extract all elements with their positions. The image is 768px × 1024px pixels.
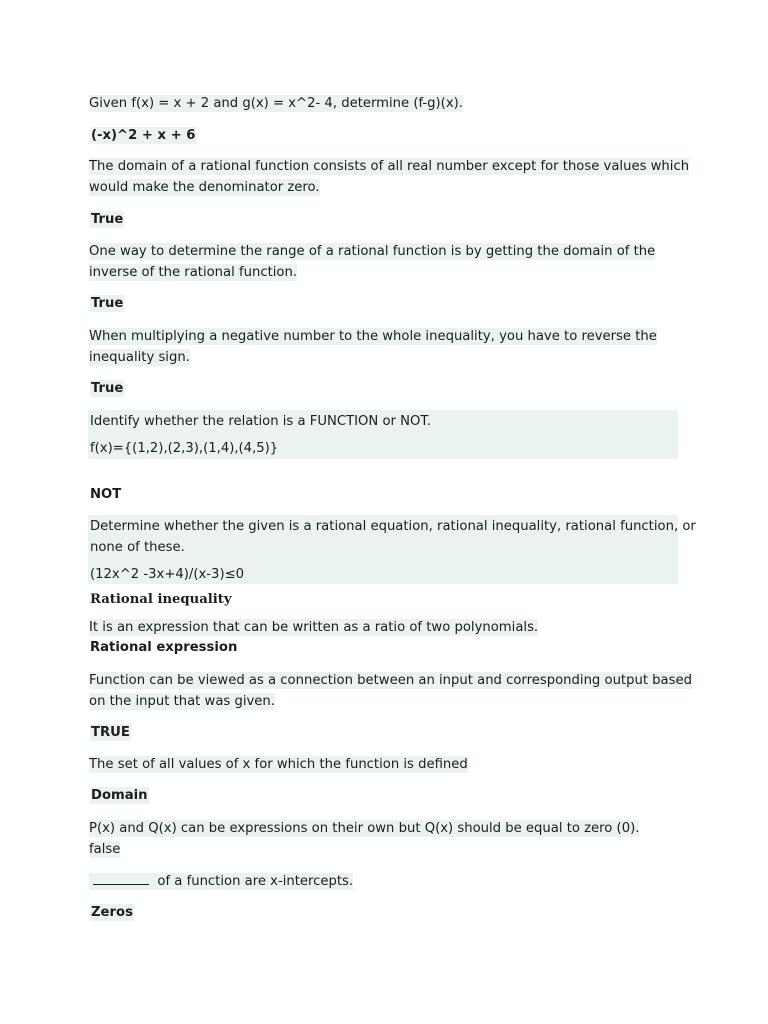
answer-2 — [90, 211, 124, 229]
answer-11-text: Zeros — [91, 905, 133, 920]
question-6-line-2: none of these. — [90, 540, 185, 555]
question-11 — [89, 871, 353, 892]
question-3-line-1: One way to determine the range of a rational function is by getting the domain of the — [89, 244, 656, 259]
answer-1 — [90, 127, 196, 145]
answer-6-text: Rational inequality — [90, 592, 232, 607]
answer-7 — [90, 639, 237, 657]
answer-6 — [90, 591, 232, 609]
answer-9-text: Domain — [91, 788, 148, 803]
question-8-line-1: Function can be viewed as a connection between an input and corresponding output based — [89, 673, 692, 688]
answer-10-text: false — [89, 842, 121, 857]
answer-1-text: (-x)^2 + x + 6 — [91, 128, 196, 143]
question-6-line-1: Determine whether the given is a rational equation, rational inequality, rational function, or — [90, 519, 696, 534]
answer-3-text: True — [91, 296, 124, 311]
question-4 — [89, 326, 657, 368]
answer-9 — [90, 787, 149, 805]
question-9-text: The set of all values of x for which the function is defined — [89, 757, 468, 772]
question-7-text: It is an expression that can be written as a ratio of two polynomials. — [89, 620, 539, 635]
question-9 — [89, 754, 468, 775]
question-8-line-2: on the input that was given. — [89, 694, 275, 709]
question-10 — [89, 818, 639, 860]
question-10-text: P(x) and Q(x) can be expressions on their own but Q(x) should be equal to zero (0). — [89, 821, 640, 836]
question-6-line-3: (12x^2 -3x+4)/(x-3)≤0 — [90, 567, 245, 582]
question-2 — [89, 156, 689, 198]
question-8 — [89, 670, 692, 712]
answer-8 — [90, 724, 131, 742]
answer-8-text: TRUE — [91, 725, 130, 740]
question-7 — [89, 617, 538, 638]
question-2-line-2: would make the denominator zero. — [89, 180, 320, 195]
answer-5-text: NOT — [90, 487, 122, 502]
question-11-text: of a function are x-intercepts. — [153, 874, 354, 889]
answer-4-text: True — [91, 381, 124, 396]
answer-7-text: Rational expression — [90, 640, 238, 655]
answer-2-text: True — [91, 212, 124, 227]
question-2-line-1: The domain of a rational function consists of all real number except for those values which — [89, 159, 690, 174]
question-4-line-1: When multiplying a negative number to the whole inequality, you have to reverse the — [89, 329, 657, 344]
answer-11 — [90, 904, 134, 922]
question-1 — [89, 93, 463, 114]
question-1-text: Given f(x) = x + 2 and g(x) = x^2- 4, determine (f-g)(x). — [89, 96, 463, 111]
question-3 — [89, 241, 655, 283]
question-5-box — [88, 410, 678, 459]
question-4-line-2: inequality sign. — [89, 350, 190, 365]
question-6-box — [88, 515, 696, 584]
answer-3 — [90, 295, 124, 313]
question-5-line-1: Identify whether the relation is a FUNCTION or NOT. — [90, 414, 432, 429]
question-3-line-2: inverse of the rational function. — [89, 265, 298, 280]
question-5-line-2: f(x)={(1,2),(2,3),(1,4),(4,5)} — [90, 441, 279, 456]
question-11-line — [89, 873, 353, 890]
answer-blank — [93, 873, 149, 885]
answer-5 — [90, 486, 121, 504]
answer-4 — [90, 380, 124, 398]
